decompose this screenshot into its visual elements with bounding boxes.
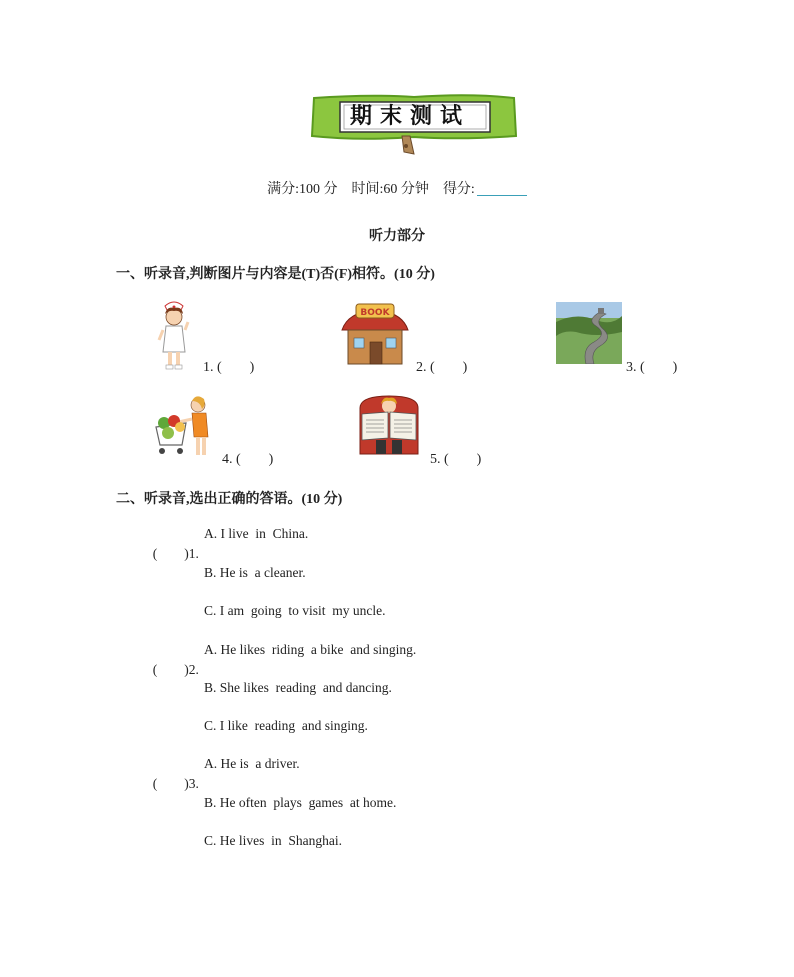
option-b: B. She likes reading and dancing. <box>204 680 392 695</box>
section2-heading: 二、听录音,选出正确的答语。(10 分) <box>116 492 343 507</box>
item2-answer[interactable]: 2. ( ) <box>416 360 468 375</box>
option-b: B. He is a cleaner. <box>204 565 306 580</box>
option-a: A. I live in China. <box>204 526 309 541</box>
exam-info <box>0 178 794 198</box>
full-score: 满分:100 分 <box>267 182 338 197</box>
item5-answer[interactable]: 5. ( ) <box>430 452 482 467</box>
option-c: C. I like reading and singing. <box>204 718 368 733</box>
question-number: 2. <box>188 662 199 677</box>
shopping-cart-icon <box>152 393 214 459</box>
exam-time: 时间:60 分钟 <box>351 182 429 197</box>
question-3 <box>146 756 199 792</box>
listening-part-title: 听力部分 <box>369 229 425 244</box>
answer-bracket[interactable]: ( ) <box>152 776 189 791</box>
page-title: 期末测试 <box>350 104 471 129</box>
answer-bracket[interactable]: ( ) <box>152 662 189 677</box>
score-blank[interactable] <box>477 195 527 196</box>
svg-text:BOOK: BOOK <box>360 308 390 318</box>
option-c: C. I am going to visit my uncle. <box>204 603 386 618</box>
nurse-icon <box>155 300 193 372</box>
item3-answer[interactable]: 3. ( ) <box>626 360 678 375</box>
answer-bracket[interactable]: ( ) <box>152 546 189 561</box>
newspaper-reader-icon <box>356 394 422 458</box>
section1-heading: 一、听录音,判断图片与内容是(T)否(F)相符。(10 分) <box>116 267 435 282</box>
question-number: 3. <box>188 776 199 791</box>
item4-answer[interactable]: 4. ( ) <box>222 452 274 467</box>
option-a: A. He likes riding a bike and singing. <box>204 642 417 657</box>
title-banner <box>310 92 518 158</box>
question-1 <box>146 526 199 562</box>
option-a: A. He is a driver. <box>204 756 300 771</box>
question-2 <box>146 642 199 678</box>
question-number: 1. <box>188 546 199 561</box>
option-b: B. He often plays games at home. <box>204 795 397 810</box>
option-c: C. He lives in Shanghai. <box>204 833 342 848</box>
item1-answer[interactable]: 1. ( ) <box>203 360 255 375</box>
score-label: 得分: <box>442 182 475 197</box>
bookstore-icon <box>340 300 410 368</box>
great-wall-icon <box>556 302 622 364</box>
